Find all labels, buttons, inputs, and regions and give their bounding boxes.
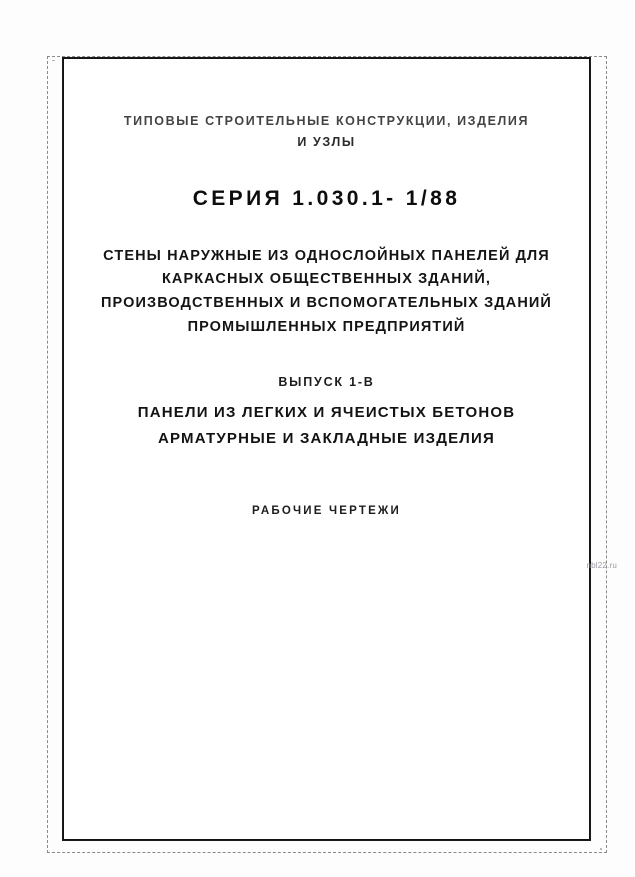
subject-block [64, 247, 589, 336]
series-title: СЕРИЯ 1.030.1- 1/88 [192, 187, 461, 210]
issue-subject-line-2: АРМАТУРНЫЕ И ЗАКЛАДНЫЕ ИЗДЕЛИЯ [158, 430, 495, 448]
document-border-frame [62, 57, 591, 841]
subject-line-3: ПРОИЗВОДСТВЕННЫХ И ВСПОМОГАТЕЛЬНЫХ ЗДАНИЙ [101, 294, 552, 311]
issue-subject-line-1: ПАНЕЛИ ИЗ ЛЕГКИХ И ЯЧЕИСТЫХ БЕТОНОВ [137, 404, 516, 422]
scan-speck [52, 60, 55, 61]
issue-label: ВЫПУСК 1-В [278, 375, 375, 390]
watermark-text: nbl22.ru [586, 561, 617, 570]
scan-speck [600, 848, 602, 850]
title-page-content [64, 59, 589, 519]
issue-block [64, 374, 589, 448]
document-type-label: РАБОЧИЕ ЧЕРТЕЖИ [251, 505, 401, 518]
subject-line-4: ПРОМЫШЛЕННЫХ ПРЕДПРИЯТИЙ [187, 318, 466, 335]
heading-block [64, 113, 589, 150]
subject-line-1: СТЕНЫ НАРУЖНЫЕ ИЗ ОДНОСЛОЙНЫХ ПАНЕЛЕЙ ДЛЯ [103, 247, 550, 264]
subject-line-2: КАРКАСНЫХ ОБЩЕСТВЕННЫХ ЗДАНИЙ, [161, 271, 492, 288]
heading-line-2: И УЗЛЫ [297, 135, 356, 149]
heading-line-1: ТИПОВЫЕ СТРОИТЕЛЬНЫЕ КОНСТРУКЦИИ, ИЗДЕЛИЯ [123, 114, 530, 128]
